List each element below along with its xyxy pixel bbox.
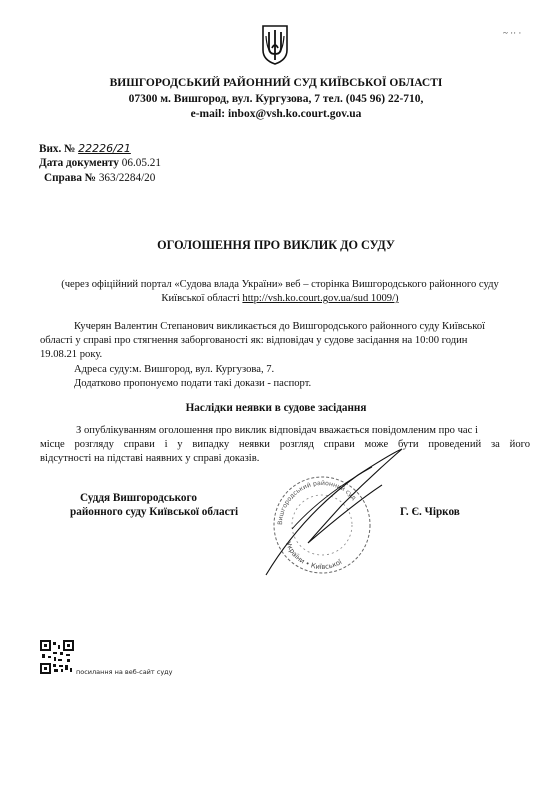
case-number <box>44 172 155 185</box>
qr-caption: посилання на веб-сайт суду <box>76 668 173 676</box>
court-address: 07300 м. Вишгород, вул. Кургузова, 7 тел. (045 96) 22-710, <box>128 93 424 105</box>
portal-prefix: Київської області <box>161 293 243 304</box>
outgoing-number <box>39 142 131 156</box>
portal-line-1: (через офіційний портал «Судова влада України» веб – сторінка Вишгородського районного суду <box>61 279 499 290</box>
date-label: Дата документу <box>39 157 119 169</box>
judge-name: Г. Є. Чірков <box>400 506 460 518</box>
stamp-top-text: Вишгородський районний суд <box>276 479 358 526</box>
consequences-line-1: З опублікуванням оголошення про виклик відповідач вважається повідомленим про час і <box>76 425 478 436</box>
corner-mark: ~ ·· · <box>503 28 522 38</box>
evidence-line: Додатково пропонуємо подати такі докази - паспорт. <box>74 378 312 389</box>
case-value: 363/2284/20 <box>98 172 156 184</box>
court-name: ВИШГОРОДСЬКИЙ РАЙОННИЙ СУД КИЇВСЬКОЇ ОБЛАСТІ <box>109 77 443 89</box>
consequences-line-3: відсутності на підставі наявних у справі доказів. <box>40 453 260 464</box>
qr-code-icon[interactable] <box>40 640 74 674</box>
outgoing-number-value: 22226/21 <box>78 142 131 155</box>
summons-line-1: Кучерян Валентин Степанович викликається до Вишгородського районного суду Київської <box>74 321 486 332</box>
coat-of-arms-icon <box>261 24 289 66</box>
summons-line-2: області у справі про стягнення заборгованості як: відповідач у судове засідання на 10:00 годин <box>40 335 468 346</box>
stamp-bottom-text: України • Київської <box>283 540 344 572</box>
consequences-line-2: місце розгляду справи і у випадку неявки розгляд справи може бути проведений за його <box>40 439 530 450</box>
document-title: ОГОЛОШЕННЯ ПРО ВИКЛИК ДО СУДУ <box>157 238 395 252</box>
judge-position-line-2: районного суду Київської області <box>70 506 239 518</box>
summons-line-3: 19.08.21 року. <box>40 349 103 360</box>
court-address-line: Адреса суду:м. Вишгород, вул. Кургузова, 7. <box>74 364 275 375</box>
case-label: Справа № <box>44 172 97 184</box>
outgoing-label: Вих. № <box>39 143 76 155</box>
handwritten-signature <box>262 445 412 585</box>
portal-line-2 <box>30 292 530 305</box>
court-email: e-mail: inbox@vsh.ko.court.gov.ua <box>190 108 362 120</box>
document-date <box>39 157 161 170</box>
portal-link[interactable]: http://vsh.ko.court.gov.ua/sud 1009/) <box>242 293 399 304</box>
judge-position-line-1: Суддя Вишгородського <box>80 492 197 504</box>
date-value: 06.05.21 <box>121 157 161 169</box>
consequences-title: Наслідки неявки в судове засідання <box>185 402 367 414</box>
